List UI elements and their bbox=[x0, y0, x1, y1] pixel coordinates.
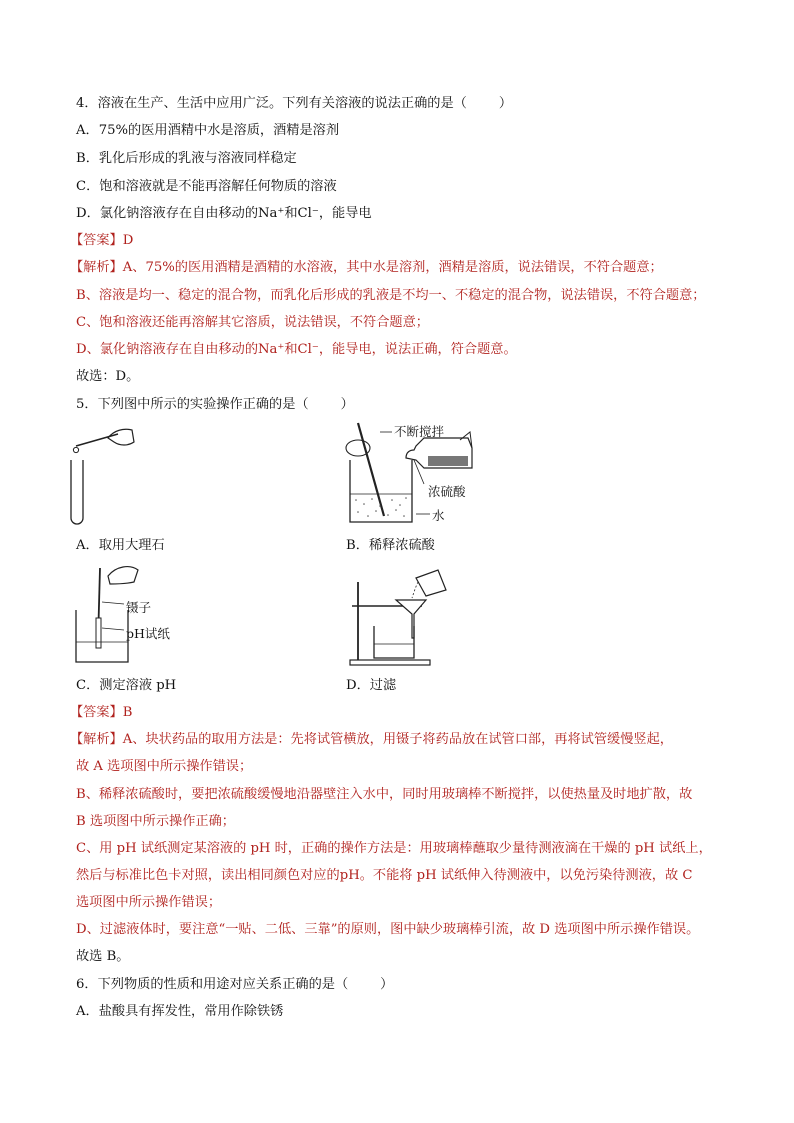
figure-c-label-tweezers: 镊子 bbox=[126, 600, 152, 615]
question-6-stem: 6．下列物质的性质和用途对应关系正确的是（ ） bbox=[76, 977, 394, 992]
question-5-analysis-line: 选项图中所示操作错误； bbox=[76, 895, 222, 910]
figure-c-label-paper: pH试纸 bbox=[126, 626, 170, 641]
question-4-analysis-line: 【解析】A、75%的医用酒精是酒精的水溶液，其中水是溶剂，酒精是溶质，说法错误，不符合题意； bbox=[70, 260, 663, 275]
beaker-icon bbox=[350, 460, 412, 522]
question-4-option-c: C．饱和溶液就是不能再溶解任何物质的溶液 bbox=[76, 179, 337, 194]
figure-d-filtration-illustration bbox=[346, 560, 456, 670]
question-4-analysis-line: D、氯化钠溶液存在自由移动的Na⁺和Cl⁻，能导电，说法正确，符合题意。 bbox=[76, 342, 517, 357]
figure-b-label-water: 水 bbox=[432, 508, 445, 523]
question-4-analysis-line: B、溶液是均一、稳定的混合物，而乳化后形成的乳液是不均一、不稳定的混合物，说法错误，不符合题意； bbox=[76, 288, 706, 303]
question-4-stem: 4．溶液在生产、生活中应用广泛。下列有关溶液的说法正确的是（ ） bbox=[76, 96, 513, 111]
question-5-analysis-line: B 选项图中所示操作正确； bbox=[76, 814, 235, 829]
question-4-option-d: D．氯化钠溶液存在自由移动的Na⁺和Cl⁻，能导电 bbox=[76, 206, 372, 221]
figure-b-label-acid: 浓硫酸 bbox=[428, 484, 466, 499]
question-5-option-c: C．测定溶液 pH bbox=[76, 678, 177, 693]
question-4-option-b: B．乳化后形成的乳液与溶液同样稳定 bbox=[76, 151, 297, 166]
figure-b-label-stir: 不断搅拌 bbox=[394, 424, 445, 439]
beaker-icon bbox=[76, 610, 128, 662]
figure-c-ph-test-illustration bbox=[72, 562, 162, 670]
question-5-option-d: D．过滤 bbox=[346, 678, 397, 693]
test-tube-icon bbox=[71, 460, 83, 524]
hand-icon bbox=[108, 567, 138, 584]
question-5-option-b: B．稀释浓硫酸 bbox=[346, 538, 435, 553]
question-4-answer: 【答案】D bbox=[70, 233, 134, 248]
glass-rod-icon bbox=[358, 423, 384, 516]
question-5-conclusion: 故选 B。 bbox=[76, 949, 130, 964]
question-5-analysis-line: C、用 pH 试纸测定某溶液的 pH 时，正确的操作方法是：用玻璃棒蘸取少量待测液滴在干燥的 pH 试纸上， bbox=[76, 841, 712, 856]
question-4-analysis-line: C、饱和溶液还能再溶解其它溶质，说法错误，不符合题意； bbox=[76, 315, 429, 330]
question-4-conclusion: 故选：D。 bbox=[76, 369, 140, 384]
pouring-beaker-icon bbox=[416, 570, 446, 596]
figure-a-test-tube-illustration bbox=[62, 420, 152, 530]
question-5-answer: 【答案】B bbox=[70, 705, 133, 720]
question-5-stem: 5．下列图中所示的实验操作正确的是（ ） bbox=[76, 397, 354, 412]
question-5-analysis-line: 故 A 选项图中所示操作错误； bbox=[76, 759, 253, 774]
question-5-option-a: A．取用大理石 bbox=[76, 538, 165, 553]
question-5-analysis-line: 【解析】A、块状药品的取用方法是：先将试管横放，用镊子将药品放在试管口部，再将试管缓慢竖起， bbox=[70, 732, 673, 747]
question-6-option-a: A．盐酸具有挥发性，常用作除铁锈 bbox=[76, 1004, 284, 1019]
ph-paper-icon bbox=[96, 618, 101, 648]
question-5-analysis-line: B、稀释浓硫酸时，要把浓硫酸缓慢地沿器壁注入水中，同时用玻璃棒不断搅拌，以使热量及时地扩散，故 bbox=[76, 787, 693, 802]
question-5-analysis-line: D、过滤液体时，要注意“一贴、二低、三靠”的原则，图中缺少玻璃棒引流，故 D 选项图中所示操作错误。 bbox=[76, 922, 700, 937]
beaker-icon bbox=[374, 626, 414, 658]
stand-base-icon bbox=[350, 660, 430, 665]
question-4-option-a: A．75%的医用酒精中水是溶质，酒精是溶剂 bbox=[76, 123, 340, 138]
question-5-analysis-line: 然后与标准比色卡对照，读出相同颜色对应的pH。不能将 pH 试纸伸入待测液中，以免污染待测液，故 C bbox=[76, 868, 693, 883]
hand-icon bbox=[108, 429, 134, 445]
